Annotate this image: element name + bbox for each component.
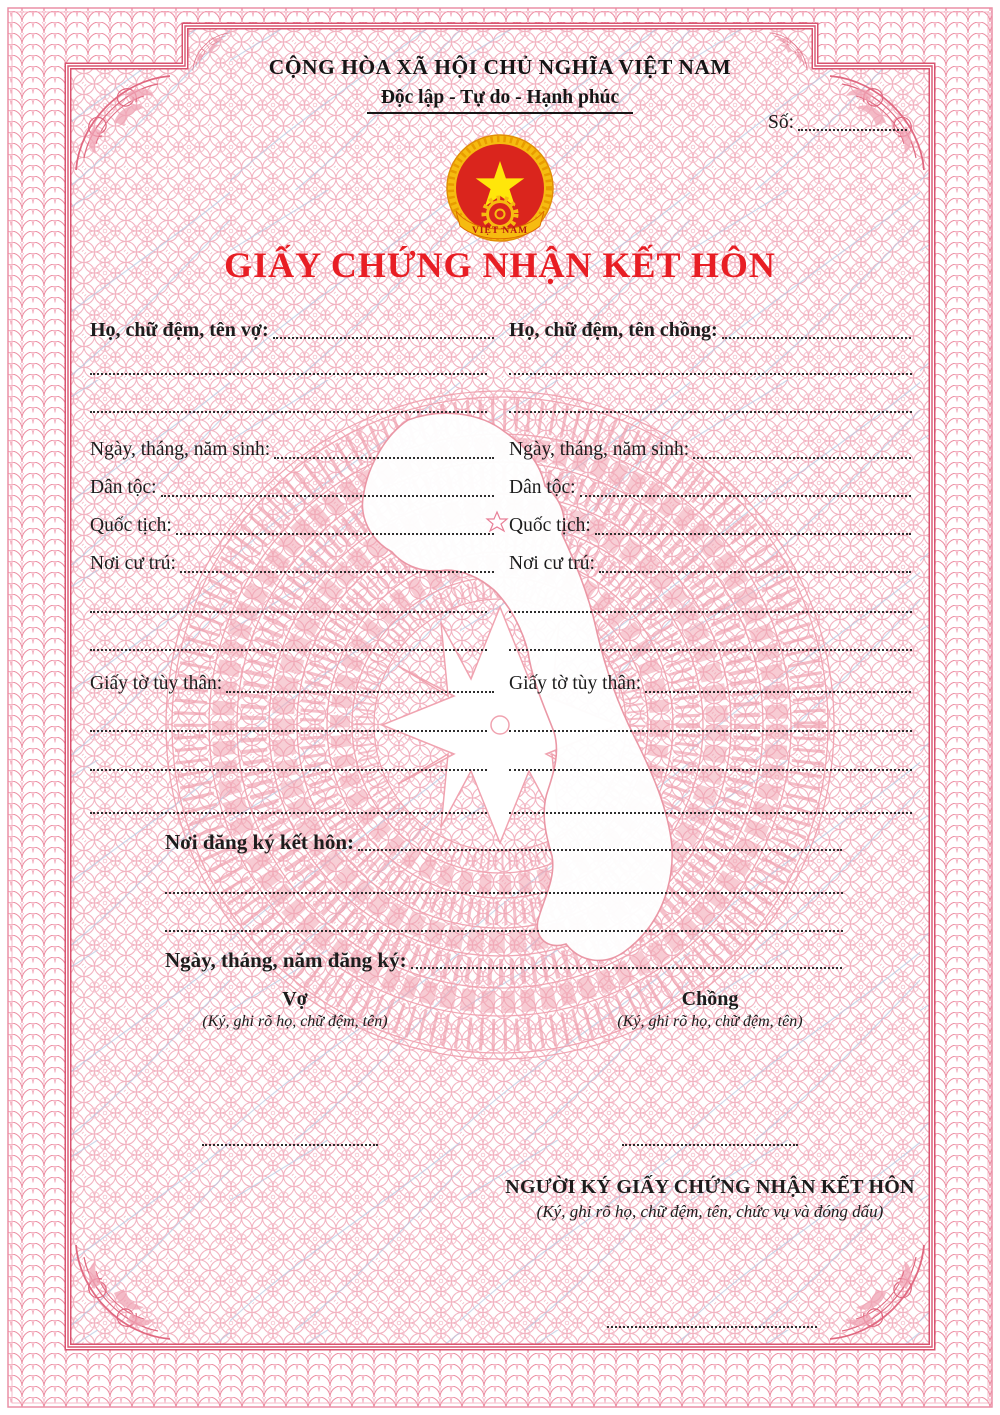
- husband-signature-note: (Ký, ghi rõ họ, chữ đệm, tên): [617, 1013, 803, 1030]
- registration-place-fill-line: [358, 848, 842, 851]
- field-wife-nationality: Quốc tịch:: [90, 512, 495, 538]
- motto-row: [0, 87, 1000, 114]
- field-row-residence: [90, 550, 912, 576]
- husband-ethnicity-fill-line: [580, 494, 911, 497]
- husband-signature-block: [600, 988, 820, 1031]
- field-husband-ethnicity: Dân tộc:: [509, 474, 912, 500]
- number-fill-line: [798, 128, 907, 131]
- fill-line: [509, 648, 912, 651]
- wife-residence-fill-line: [180, 570, 494, 573]
- field-husband-identity-document: Giấy tờ tùy thân:: [509, 670, 912, 696]
- field-husband-birth-date: Ngày, tháng, năm sinh:: [509, 436, 912, 462]
- field-husband-residence: Nơi cư trú:: [509, 550, 912, 576]
- fill-line: [90, 610, 487, 613]
- field-registration-place: Nơi đăng ký kết hôn:: [165, 828, 843, 854]
- husband-identity-fill-line: [645, 690, 911, 693]
- fill-line: [90, 811, 487, 814]
- national-motto: Độc lập - Tự do - Hạnh phúc: [367, 87, 633, 114]
- husband-signature-line: [622, 1143, 798, 1146]
- husband-residence-fill-line: [599, 570, 911, 573]
- fill-line: [90, 648, 487, 651]
- wife-signature-note: (Ký, ghi rõ họ, chữ đệm, tên): [202, 1013, 388, 1030]
- husband-name-fill-line: [722, 336, 911, 339]
- vietnam-national-emblem: [440, 133, 560, 249]
- wife-signature-block: [185, 988, 405, 1031]
- field-husband-name: Họ, chữ đệm, tên chồng:: [509, 316, 912, 342]
- husband-birth-date-fill-line: [693, 456, 911, 459]
- official-signature-line: [607, 1325, 817, 1328]
- fill-line: [509, 410, 912, 413]
- field-row-ethnicity: [90, 474, 912, 500]
- wife-name-fill-line: [273, 336, 494, 339]
- number-label: Số:: [768, 112, 795, 133]
- fill-line: [165, 929, 843, 932]
- field-row-identity-document: [90, 670, 912, 696]
- wife-birth-date-fill-line: [274, 456, 494, 459]
- field-row-names: [90, 316, 912, 342]
- wife-nationality-fill-line: [176, 532, 494, 535]
- husband-signature-title: Chồng: [681, 988, 739, 1010]
- official-signer-title: NGƯỜI KÝ GIẤY CHỨNG NHẬN KẾT HÔN: [505, 1176, 915, 1198]
- fill-line: [509, 729, 912, 732]
- country-name: CỘNG HÒA XÃ HỘI CHỦ NGHĨA VIỆT NAM: [268, 55, 732, 79]
- field-wife-birth-date: Ngày, tháng, năm sinh:: [90, 436, 495, 462]
- field-wife-name: Họ, chữ đệm, tên vợ:: [90, 316, 495, 342]
- registration-date-fill-line: [411, 966, 842, 969]
- fill-line: [90, 729, 487, 732]
- wife-ethnicity-fill-line: [161, 494, 494, 497]
- field-registration-date: Ngày, tháng, năm đăng ký:: [165, 946, 843, 972]
- official-signer-note: (Ký, ghi rõ họ, chữ đệm, tên, chức vụ và đóng dấu): [536, 1202, 884, 1221]
- field-husband-nationality: Quốc tịch:: [509, 512, 912, 538]
- fill-line: [90, 768, 487, 771]
- fill-line: [90, 410, 487, 413]
- emblem-banner-text: VIỆT NAM: [471, 226, 529, 236]
- fill-line: [509, 610, 912, 613]
- wife-signature-line: [202, 1143, 378, 1146]
- field-wife-identity-document: Giấy tờ tùy thân:: [90, 670, 495, 696]
- official-signer-block: [505, 1176, 915, 1222]
- wife-signature-title: Vợ: [282, 988, 308, 1010]
- field-row-birth-date: [90, 436, 912, 462]
- field-row-nationality: [90, 512, 912, 538]
- fill-line: [509, 811, 912, 814]
- certificate-number-row: [768, 112, 908, 134]
- fill-line: [509, 372, 912, 375]
- fill-line: [165, 891, 843, 894]
- fill-line: [90, 372, 487, 375]
- fill-line: [509, 768, 912, 771]
- field-wife-ethnicity: Dân tộc:: [90, 474, 495, 500]
- wife-identity-fill-line: [226, 690, 494, 693]
- document-title: GIẤY CHỨNG NHẬN KẾT HÔN: [224, 245, 776, 285]
- husband-nationality-fill-line: [595, 532, 911, 535]
- field-wife-residence: Nơi cư trú:: [90, 550, 495, 576]
